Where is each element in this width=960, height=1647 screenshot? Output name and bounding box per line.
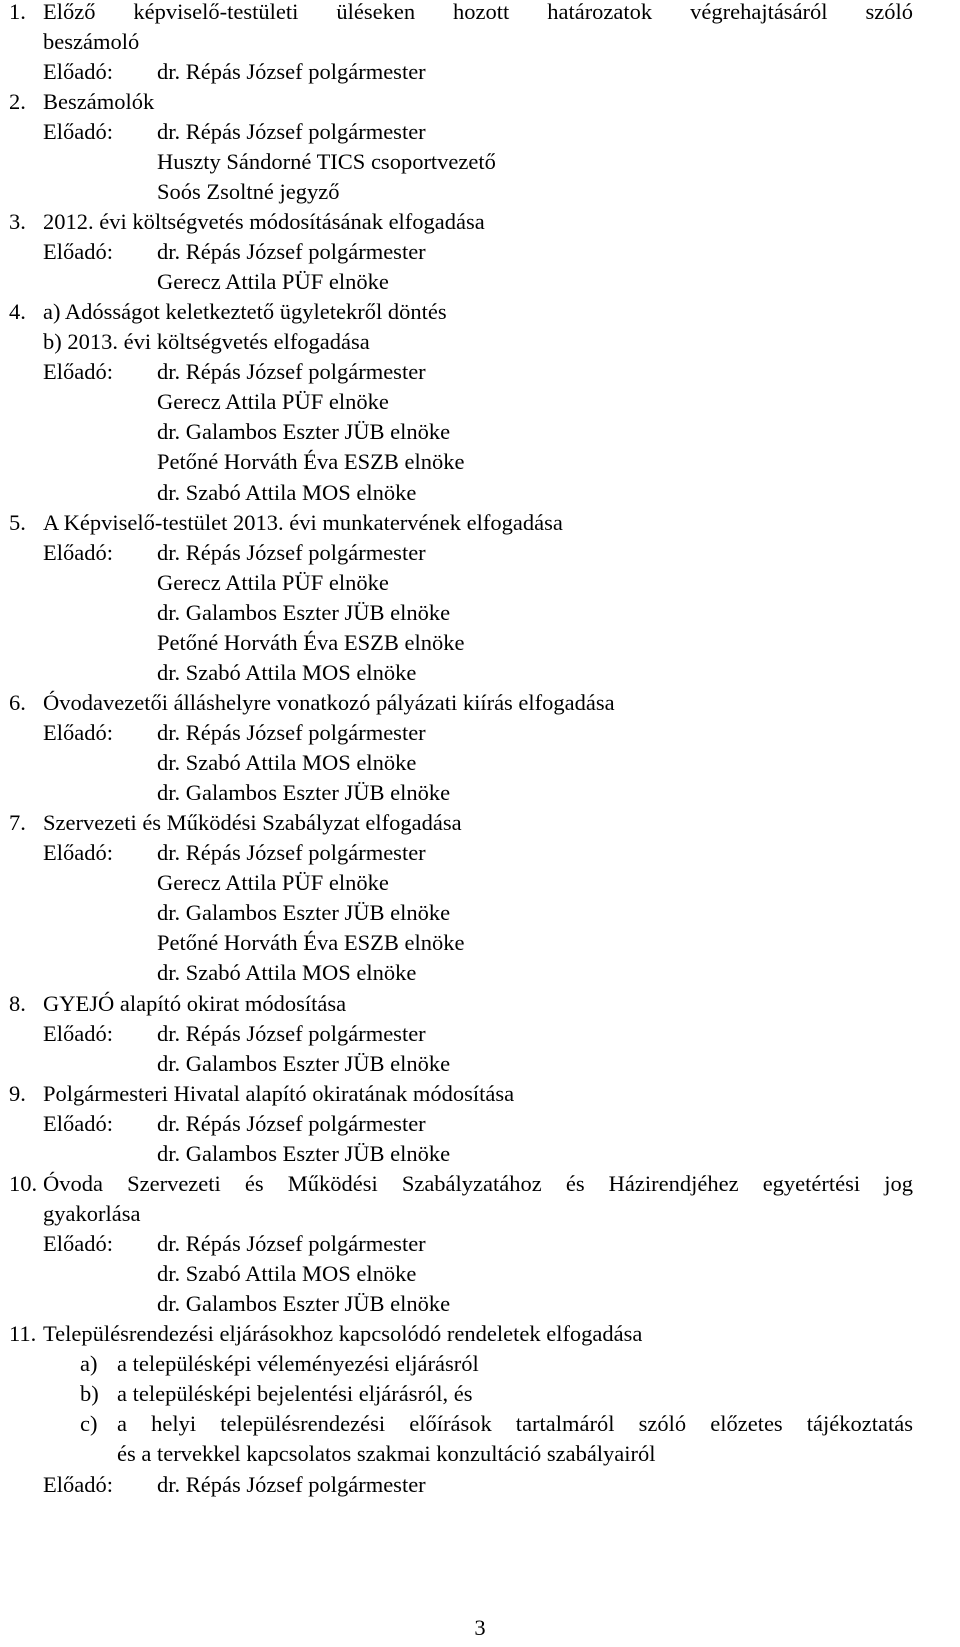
item-number: 6.: [9, 690, 26, 715]
item-number: 4.: [9, 299, 26, 324]
presenter: Gerecz Attila PÜF elnöke: [157, 870, 389, 895]
presenter-label: Előadó:: [43, 1021, 113, 1046]
presenter: dr. Galambos Eszter JÜB elnöke: [157, 1051, 451, 1076]
presenter: Petőné Horváth Éva ESZB elnöke: [157, 930, 465, 955]
item-title-cont: gyakorlása: [43, 1201, 141, 1226]
item-number: 9.: [9, 1081, 26, 1106]
presenter-label: Előadó:: [43, 359, 113, 384]
item-title: Előző képviselő-testületi üléseken hozott határozatok végrehajtásáról szóló: [43, 0, 913, 24]
presenter: dr. Galambos Eszter JÜB elnöke: [157, 1141, 451, 1166]
presenter: dr. Szabó Attila MOS elnöke: [157, 750, 417, 775]
presenter-label: Előadó:: [43, 540, 113, 565]
presenter: dr. Répás József polgármester: [157, 239, 426, 264]
item-title: Óvodavezetői álláshelyre vonatkozó pályázati kiírás elfogadása: [43, 690, 615, 715]
item-title: Településrendezési eljárásokhoz kapcsolódó rendeletek elfogadása: [43, 1321, 643, 1346]
presenter: dr. Galambos Eszter JÜB elnöke: [157, 900, 451, 925]
page-number: 3: [474, 1615, 486, 1640]
presenter: dr. Répás József polgármester: [157, 720, 426, 745]
item-title: Szervezeti és Működési Szabályzat elfogadása: [43, 810, 462, 835]
subitem-text: a településképi véleményezési eljárásról: [117, 1351, 479, 1376]
item-title: GYEJÓ alapító okirat módosítása: [43, 991, 347, 1016]
item-title-b: b) 2013. évi költségvetés elfogadása: [43, 329, 370, 354]
presenter: Huszty Sándorné TICS csoportvezető: [157, 149, 496, 174]
presenter: dr. Répás József polgármester: [157, 540, 426, 565]
item-title-cont: beszámoló: [43, 29, 140, 54]
presenter: dr. Répás József polgármester: [157, 1111, 426, 1136]
presenter: Gerecz Attila PÜF elnöke: [157, 570, 389, 595]
presenter-label: Előadó:: [43, 119, 113, 144]
presenter: dr. Galambos Eszter JÜB elnöke: [157, 780, 451, 805]
presenter: dr. Szabó Attila MOS elnöke: [157, 480, 417, 505]
presenter: dr. Répás József polgármester: [157, 1021, 426, 1046]
item-number: 1.: [9, 0, 26, 24]
presenter-label: Előadó:: [43, 59, 113, 84]
item-number: 5.: [9, 510, 26, 535]
item-number: 2.: [9, 89, 26, 114]
item-title: 2012. évi költségvetés módosításának elfogadása: [43, 209, 485, 234]
presenter: dr. Répás József polgármester: [157, 59, 426, 84]
item-number: 11.: [9, 1321, 37, 1346]
presenter: dr. Szabó Attila MOS elnöke: [157, 660, 417, 685]
item-number: 10.: [9, 1171, 38, 1196]
item-number: 7.: [9, 810, 26, 835]
item-title: a) Adósságot keletkeztető ügyletekről döntés: [43, 299, 447, 324]
presenter: Gerecz Attila PÜF elnöke: [157, 269, 389, 294]
presenter: dr. Répás József polgármester: [157, 840, 426, 865]
presenter-label: Előadó:: [43, 1111, 113, 1136]
subitem-text: a helyi településrendezési előírások tartalmáról szóló előzetes tájékoztatás: [117, 1411, 913, 1436]
presenter-label: Előadó:: [43, 720, 113, 745]
presenter: Gerecz Attila PÜF elnöke: [157, 389, 389, 414]
presenter-label: Előadó:: [43, 1231, 113, 1256]
item-number: 8.: [9, 991, 26, 1016]
item-title: Polgármesteri Hivatal alapító okiratának módosítása: [43, 1081, 515, 1106]
presenter: dr. Répás József polgármester: [157, 1472, 426, 1497]
subitem-letter: a): [80, 1351, 98, 1376]
item-title: Óvoda Szervezeti és Működési Szabályzatához és Házirendjéhez egyetértési jog: [43, 1171, 913, 1196]
subitem-text: a településképi bejelentési eljárásról, és: [117, 1381, 473, 1406]
subitem-letter: b): [80, 1381, 99, 1406]
presenter: dr. Szabó Attila MOS elnöke: [157, 960, 417, 985]
item-title: Beszámolók: [43, 89, 155, 114]
presenter-label: Előadó:: [43, 239, 113, 264]
presenter: dr. Szabó Attila MOS elnöke: [157, 1261, 417, 1286]
presenter: dr. Répás József polgármester: [157, 359, 426, 384]
item-title: A Képviselő-testület 2013. évi munkatervének elfogadása: [43, 510, 563, 535]
presenter: Soós Zsoltné jegyző: [157, 179, 340, 204]
subitem-letter: c): [80, 1411, 98, 1436]
presenter: dr. Galambos Eszter JÜB elnöke: [157, 600, 451, 625]
presenter: Petőné Horváth Éva ESZB elnöke: [157, 630, 465, 655]
presenter: dr. Répás József polgármester: [157, 119, 426, 144]
presenter: dr. Galambos Eszter JÜB elnöke: [157, 419, 451, 444]
subitem-text-cont: és a tervekkel kapcsolatos szakmai konzultáció szabályairól: [117, 1441, 656, 1466]
presenter: Petőné Horváth Éva ESZB elnöke: [157, 449, 465, 474]
item-number: 3.: [9, 209, 26, 234]
presenter-label: Előadó:: [43, 840, 113, 865]
presenter-label: Előadó:: [43, 1472, 113, 1497]
presenter: dr. Répás József polgármester: [157, 1231, 426, 1256]
presenter: dr. Galambos Eszter JÜB elnöke: [157, 1291, 451, 1316]
